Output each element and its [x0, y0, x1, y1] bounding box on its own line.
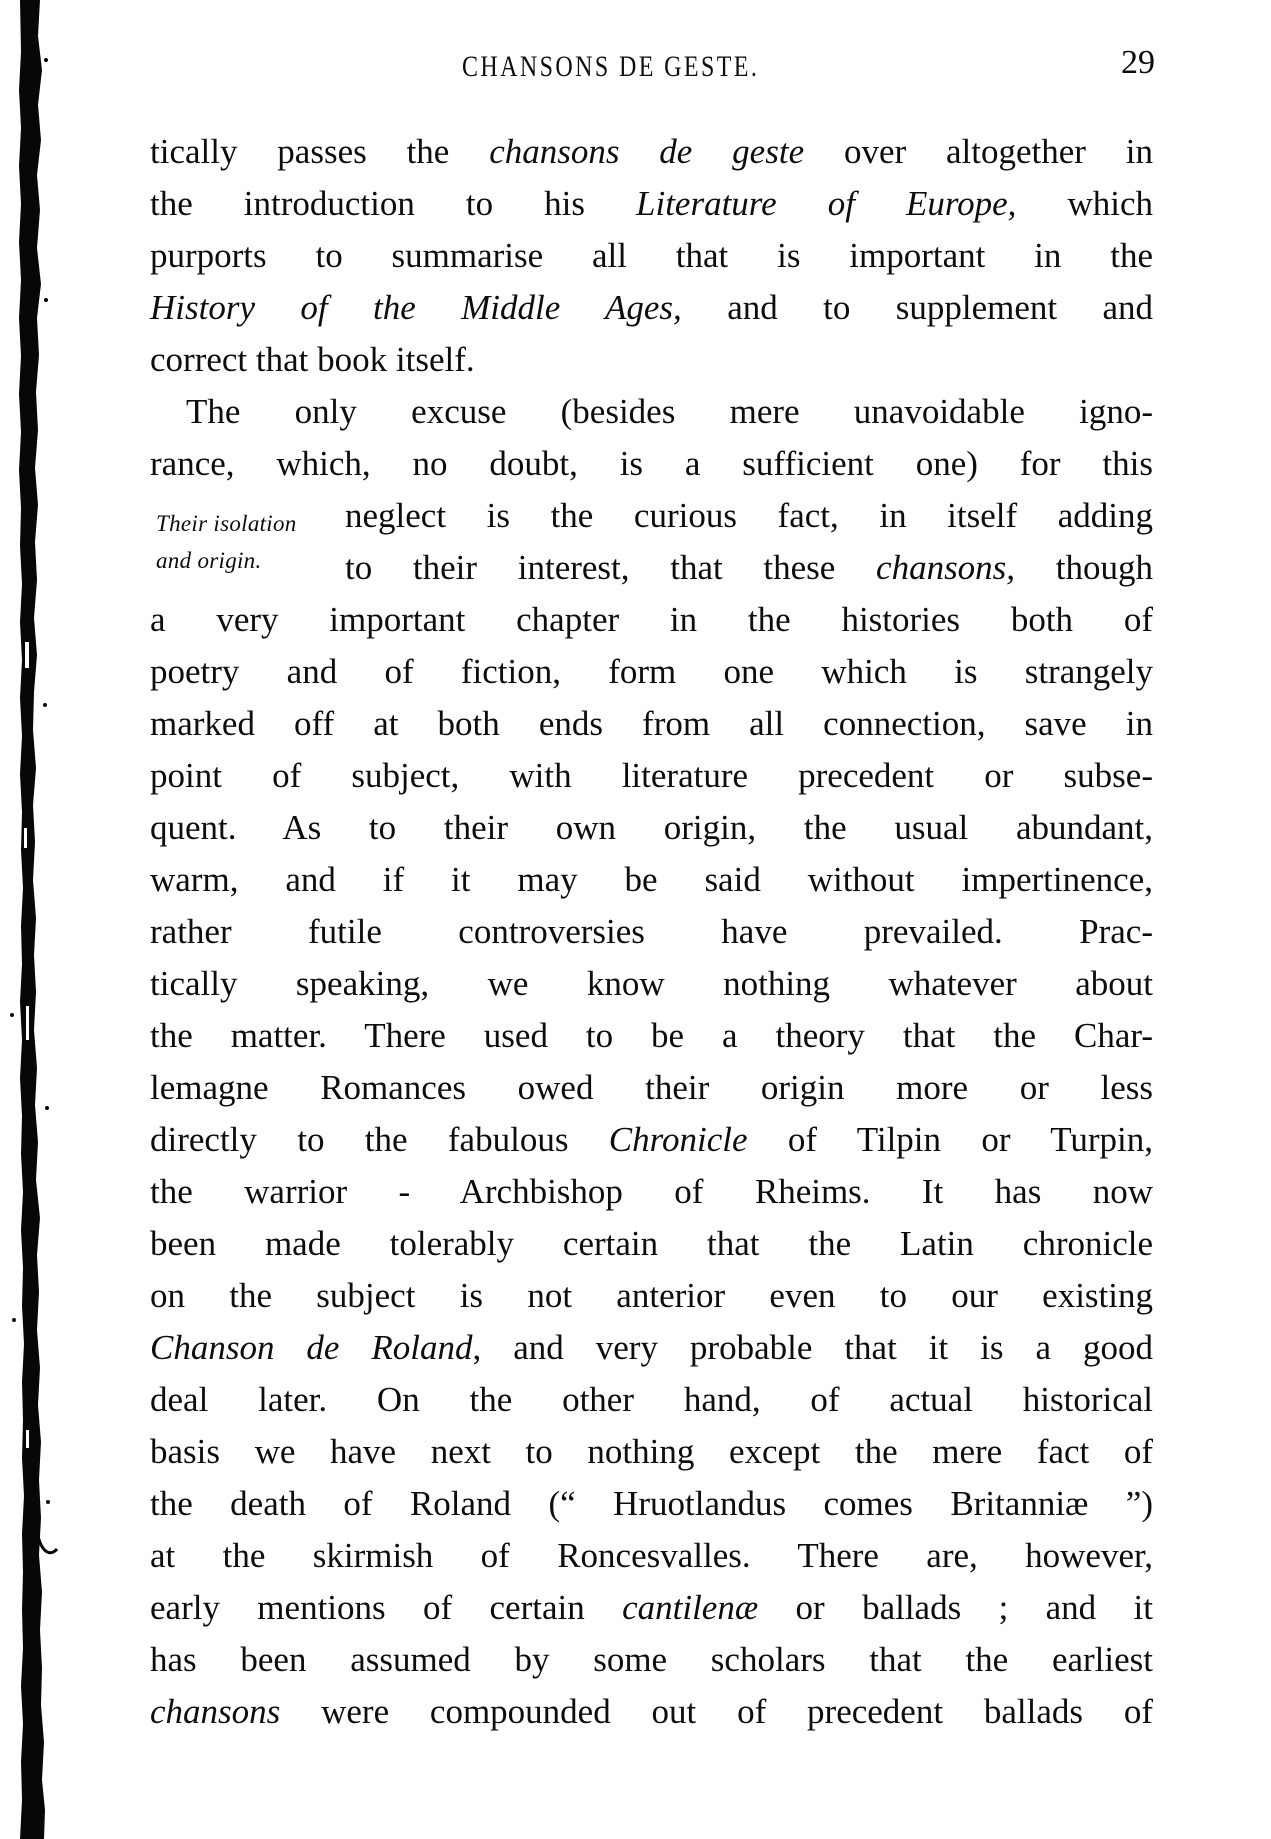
text-segment: quent. As to their own origin, the usual abundant,: [150, 808, 1153, 847]
text-line: [150, 854, 1153, 906]
text-line: [150, 1270, 1153, 1322]
text-segment: poetry and of fiction, form one which is strangely: [150, 652, 1153, 691]
text-segment: warm, and if it may be said without impertinence,: [150, 860, 1153, 899]
text-line: [150, 906, 1153, 958]
text-segment: rance, which, no doubt, is a sufficient one) for this: [150, 444, 1153, 483]
text-segment: rather futile controversies have prevailed. Prac-: [150, 912, 1153, 951]
text-segment: lemagne Romances owed their origin more or less: [150, 1068, 1153, 1107]
text-segment: the warrior - Archbishop of Rheims. It has now: [150, 1172, 1153, 1211]
text-line: [150, 386, 1153, 438]
text-line: [150, 1426, 1153, 1478]
text-line: [150, 1374, 1153, 1426]
text-line: [150, 1530, 1153, 1582]
text-segment: the death of Roland (“ Hruotlandus comes Britanniæ ”): [150, 1484, 1153, 1523]
text-line: [150, 1478, 1153, 1530]
text-line: [150, 698, 1153, 750]
margin-note-line: Their isolation: [156, 511, 297, 536]
text-segment: on the subject is not anterior even to our existing: [150, 1276, 1153, 1315]
text-segment: were compounded out of precedent ballads of: [280, 1692, 1153, 1731]
text-line: [150, 594, 1153, 646]
text-line: [150, 1062, 1153, 1114]
page-body: [150, 126, 1153, 1738]
text-segment: purports to summarise all that is important in the: [150, 236, 1153, 275]
text-line: [150, 750, 1153, 802]
text-segment: directly to the fabulous: [150, 1120, 609, 1159]
text-line: [150, 646, 1153, 698]
text-segment: marked off at both ends from all connection, save in: [150, 704, 1153, 743]
italic-text-segment: chansons,: [876, 548, 1016, 587]
text-segment: , and very probable that it is a good: [472, 1328, 1154, 1367]
text-segment: The only excuse (besides mere unavoidable igno-: [186, 392, 1153, 431]
margin-note-line: and origin.: [156, 548, 262, 573]
text-line: [150, 282, 1153, 334]
text-segment: to their interest, that these: [345, 548, 877, 587]
italic-text-segment: Chronicle: [608, 1120, 748, 1159]
text-line: [150, 126, 1153, 178]
italic-text-segment: chansons de geste: [489, 132, 805, 171]
italic-text-segment: Literature of Europe,: [636, 184, 1017, 223]
text-line: [150, 490, 1153, 542]
text-segment: or ballads ; and it: [758, 1588, 1153, 1627]
text-segment: been made tolerably certain that the Latin chronicle: [150, 1224, 1153, 1263]
text-segment: tically speaking, we know nothing whatever about: [150, 964, 1153, 1003]
text-line: [150, 230, 1153, 282]
text-line: [150, 1218, 1153, 1270]
text-segment: tically passes the: [150, 132, 490, 171]
text-segment: has been assumed by some scholars that the earliest: [150, 1640, 1153, 1679]
text-segment: correct that book itself.: [150, 340, 475, 379]
text-segment: a very important chapter in the histories both of: [150, 600, 1153, 639]
text-line: [150, 1634, 1153, 1686]
binding-edge-artifact: [0, 0, 70, 1839]
text-segment: deal later. On the other hand, of actual historical: [150, 1380, 1153, 1419]
text-line: [150, 1322, 1153, 1374]
text-line: [150, 178, 1153, 230]
text-segment: point of subject, with literature precedent or subse-: [150, 756, 1153, 795]
page-number: 29: [1121, 44, 1155, 81]
text-line: [150, 1114, 1153, 1166]
text-line: [150, 334, 1153, 386]
text-line: [150, 1166, 1153, 1218]
text-segment: neglect is the curious fact, in itself adding: [345, 496, 1153, 535]
italic-text-segment: cantilenæ: [622, 1588, 759, 1627]
italic-text-segment: Chanson de Roland: [150, 1328, 473, 1367]
text-line: [150, 1686, 1153, 1738]
italic-text-segment: History of the Middle Ages,: [150, 288, 682, 327]
running-header-title: CHANSONS DE GESTE.: [462, 50, 760, 83]
text-segment: though: [1015, 548, 1153, 587]
text-line: [150, 542, 1153, 594]
text-line: [150, 438, 1153, 490]
text-segment: the introduction to his: [150, 184, 637, 223]
text-segment: at the skirmish of Roncesvalles. There are, however,: [150, 1536, 1153, 1575]
text-line: [150, 1582, 1153, 1634]
text-segment: and to supplement and: [681, 288, 1153, 327]
text-segment: basis we have next to nothing except the mere fact of: [150, 1432, 1153, 1471]
text-segment: over altogether in: [804, 132, 1153, 171]
text-line: [150, 1010, 1153, 1062]
text-segment: of Tilpin or Turpin,: [747, 1120, 1153, 1159]
text-line: [150, 958, 1153, 1010]
text-line: [150, 802, 1153, 854]
italic-text-segment: chansons: [150, 1692, 281, 1731]
text-segment: early mentions of certain: [150, 1588, 623, 1627]
text-segment: the matter. There used to be a theory that the Char-: [150, 1016, 1153, 1055]
text-segment: which: [1016, 184, 1153, 223]
